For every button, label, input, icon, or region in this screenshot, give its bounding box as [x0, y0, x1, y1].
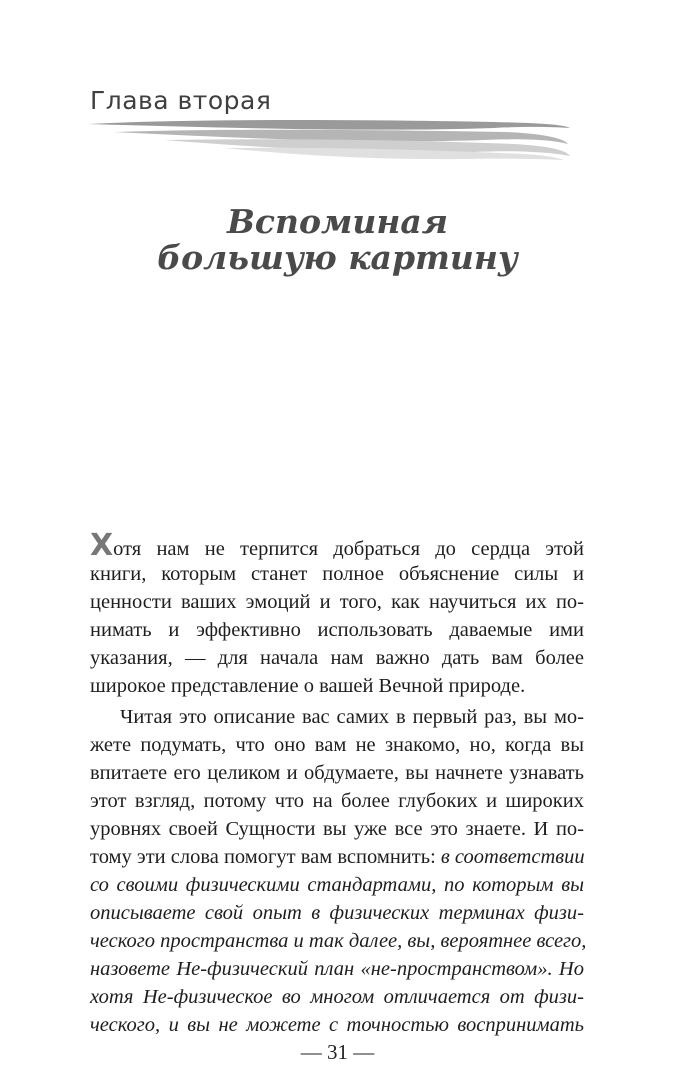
paragraph-2-line-9: ческого пространства и так далее, вы, вероятнее всего,	[90, 930, 587, 952]
italic-text: в соответствии	[440, 846, 585, 868]
chapter-ornament	[84, 114, 574, 162]
page-number: — 31 —	[300, 1040, 375, 1064]
paragraph-1-line-1	[90, 528, 584, 563]
paragraph-2-line-3: впитаете его целиком и обдумаете, вы начнете узнавать	[90, 762, 584, 784]
paragraph-2-line-12: ческого, и вы не можете с точностью воспринимать	[90, 1014, 584, 1036]
paragraph-2-line-10: назовете Не-физический план «не-пространством». Но	[90, 958, 584, 980]
paragraph-2-line-1: Читая это описание вас самих в первый раз, вы мо-	[120, 706, 584, 728]
paragraph-1-line-6: широкое представление о вашей Вечной природе.	[90, 675, 526, 697]
paragraph-1-line-2: книги, которым станет полное объяснение силы и	[90, 563, 584, 585]
chapter-title-line-1: Вспоминая	[226, 202, 449, 241]
paragraph-2-line-11: хотя Не-физическое во многом отличается от физи-	[90, 986, 584, 1008]
paragraph-2-line-7: со своими физическими стандартами, по которым вы	[90, 874, 584, 896]
line-text: тому эти слова помогут вам вспомнить:	[90, 846, 441, 868]
paragraph-1-line-5: указания, — для начала нам важно дать вам более	[90, 647, 584, 669]
line-text: отя нам не терпится добраться до сердца этой	[113, 538, 584, 560]
paragraph-1-line-4: нимать и эффективно использовать даваемые ими	[90, 619, 584, 641]
chapter-title-line-2: большую картину	[157, 238, 518, 277]
paragraph-2-line-4: этот взгляд, потому что на более глубоких и широких	[90, 790, 584, 812]
chapter-label: Глава вторая	[90, 86, 272, 115]
paragraph-2-line-5: уровнях своей Сущности вы уже все это знаете. И по-	[90, 818, 584, 840]
paragraph-2-line-6	[90, 843, 584, 871]
paragraph-1-line-3: ценности ваших эмоций и того, как научиться их по-	[90, 591, 584, 613]
paragraph-2-line-2: жете подумать, что оно вам не знакомо, но, когда вы	[90, 734, 584, 756]
paragraph-2-line-8: описываете свой опыт в физических терминах физи-	[90, 902, 584, 924]
drop-cap: Х	[90, 528, 114, 563]
